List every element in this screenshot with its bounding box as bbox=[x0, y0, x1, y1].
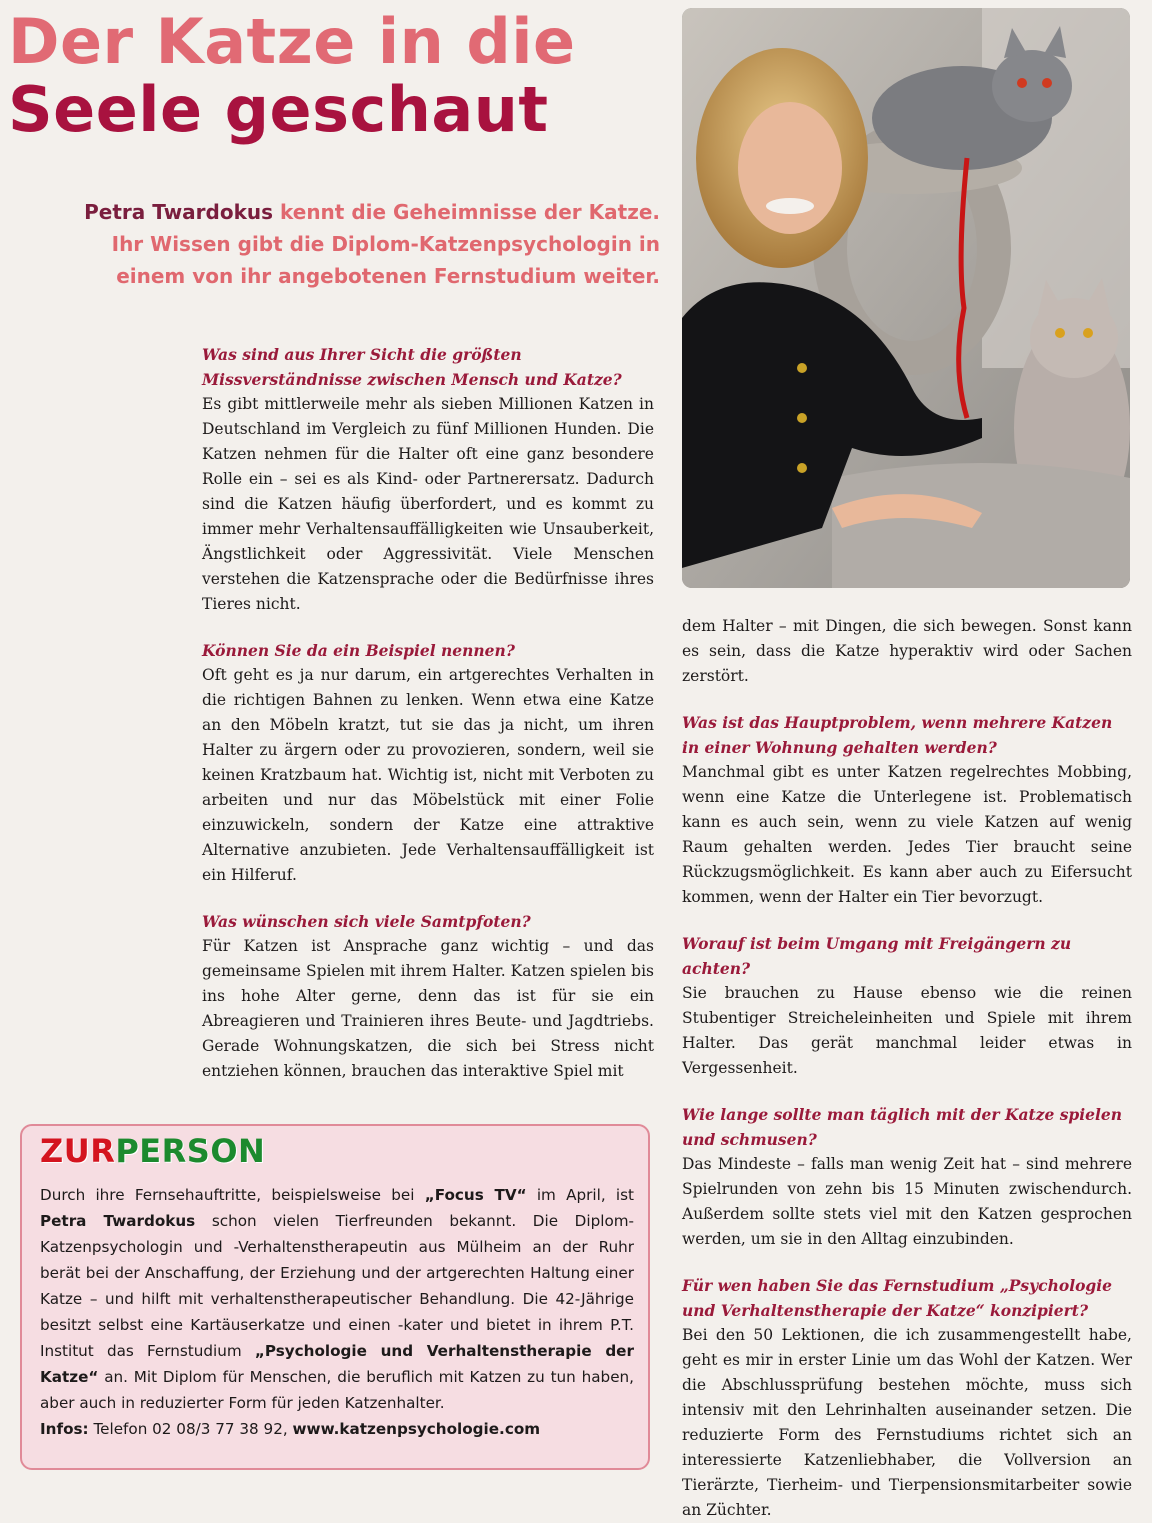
question-3: Was wünschen sich viele Samtpfoten? bbox=[202, 912, 531, 931]
question-6: Wie lange sollte man täglich mit der Katze spielen und schmusen? bbox=[682, 1105, 1123, 1149]
title-person: PERSON bbox=[115, 1132, 266, 1170]
woman-with-two-cats-photo bbox=[682, 8, 1130, 588]
answer-3: Für Katzen ist Ansprache ganz wichtig – und das gemeinsame Spielen mit ihrem Halter. Katzen spielen bis ins hohe Alter gerne, denn das ist für sie ein Abreagieren und Trainieren ihres Beute- und Jagdtriebs. Gerade Wohnungskatzen, die sich bei Stress nicht entziehen können, brauchen das interaktive Spiel mit bbox=[202, 937, 654, 1080]
question-7: Für wen haben Sie das Fernstudium „Psychologie und Verhaltenstherapie der Katze“ konzipiert? bbox=[682, 1276, 1113, 1320]
bio-text-1: Durch ihre Fernsehauftritte, beispielsweise bei bbox=[40, 1186, 425, 1204]
zur-person-box bbox=[20, 1124, 650, 1470]
answer-4: Manchmal gibt es unter Katzen regelrechtes Mobbing, wenn eine Katze die Unterlegene ist. Problematisch kann es auch sein, wenn zu viele Katzen auf wenig Raum gehalten werden. Jedes Tier braucht seine Rückzugsmöglichkeit. Es kann aber auch zu Eifersucht kommen, wenn der Halter ein Tier bevorzugt. bbox=[682, 763, 1132, 906]
answer-5: Sie brauchen zu Hause ebenso wie die reinen Stubentiger Streicheleinheiten und Spiele mit ihrem Halter. Das gerät manchmal leider etwas in Vergessenheit. bbox=[682, 984, 1132, 1077]
answer-3-continuation: dem Halter – mit Dingen, die sich bewegen. Sonst kann es sein, dass die Katze hyperaktiv wird oder Sachen zerstört. bbox=[682, 617, 1132, 685]
title-line-2: Seele geschaut bbox=[8, 73, 549, 146]
article-title bbox=[8, 5, 668, 146]
website-link[interactable]: www.katzenpsychologie.com bbox=[292, 1420, 541, 1438]
bio-text-2: im April, ist bbox=[526, 1186, 634, 1204]
answer-1: Es gibt mittlerweile mehr als sieben Millionen Katzen in Deutschland im Vergleich zu fünf Millionen Hunden. Die Katzen nehmen für die Halter oft eine ganz besondere Rolle ein – sei es als Kind- oder Partnerersatz. Dadurch sind die Katzen häufig überfordert, und es kommt zu immer mehr Verhaltensauffälligkeiten wie Unsauberkeit, Ängstlichkeit oder Aggressivität. Viele Menschen verstehen die Katzensprache oder die Bedürfnisse ihres Tieres nicht. bbox=[202, 395, 654, 613]
infos-label: Infos: bbox=[40, 1420, 89, 1438]
question-4: Was ist das Hauptproblem, wenn mehrere Katzen in einer Wohnung gehalten werden? bbox=[682, 713, 1113, 757]
interview-right-column bbox=[682, 614, 1132, 1523]
intro-name: Petra Twardokus bbox=[84, 200, 274, 224]
question-5: Worauf ist beim Umgang mit Freigängern zu achten? bbox=[682, 934, 1072, 978]
interview-left-column bbox=[202, 342, 654, 1084]
question-1: Was sind aus Ihrer Sicht die größten Missverständnisse zwischen Mensch und Katze? bbox=[202, 345, 622, 389]
zur-person-title bbox=[40, 1132, 265, 1170]
infos-phone: Telefon 02 08/3 77 38 92, bbox=[88, 1420, 293, 1438]
bio-course: „Psychologie und Verhaltenstherapie der Katze“ bbox=[40, 1342, 634, 1386]
bio-text-4: an. Mit Diplom für Menschen, die beruflich mit Katzen zu tun haben, aber auch in reduzierter Form für jeden Katzenhalter. bbox=[40, 1368, 634, 1412]
bio-text-3: schon vielen Tierfreunden bekannt. Die Diplom-Katzenpsychologin und -Verhaltenstherapeutin aus Mülheim an der Ruhr berät bei der Anschaffung, der Erziehung und der artgerechten Haltung einer Katze – und hilft mit verhaltenstherapeutischer Behandlung. Die 42-Jährige besitzt selbst eine Kartäuserkatze und einen -kater und bietet in ihrem P.T. Institut das Fernstudium bbox=[40, 1212, 635, 1360]
intro-line-3: einem von ihr angebotenen Fernstudium weiter. bbox=[116, 264, 660, 288]
bio-name: Petra Twardokus bbox=[40, 1212, 196, 1230]
intro-line-1-rest: kennt die Geheimnisse der Katze. bbox=[273, 200, 660, 224]
question-2: Können Sie da ein Beispiel nennen? bbox=[202, 641, 515, 660]
answer-7: Bei den 50 Lektionen, die ich zusammengestellt habe, geht es mir in erster Linie um das Wohl der Katzen. Wer die Abschlussprüfung bestehen möchte, muss sich intensiv mit den Lehrinhalten auseinander setzen. Die reduzierte Form des Fernstudiums richtet sich an interessierte Katzenliebhaber, die Vollversion an Tierärzte, Tierheim- und Tierpensionsmitarbeiter sowie an Züchter. bbox=[682, 1326, 1132, 1519]
bio-focus-tv: „Focus TV“ bbox=[424, 1186, 527, 1204]
title-zur: ZUR bbox=[40, 1132, 116, 1170]
answer-2: Oft geht es ja nur darum, ein artgerechtes Verhalten in die richtigen Bahnen zu lenken. Wenn etwa eine Katze an den Möbeln kratzt, tut sie das ja nicht, um ihren Halter zu ärgern oder zu provozieren, sondern, weil sie keinen Kratzbaum hat. Wichtig ist, nicht mit Verboten zu arbeiten und nur das Möbelstück mit einer Folie einzuwickeln, sondern der Katze eine attraktive Alternative anzubieten. Jede Verhaltensauffälligkeit ist ein Hilferuf. bbox=[202, 666, 654, 884]
title-line-1: Der Katze in die bbox=[8, 5, 576, 78]
zur-person-text bbox=[40, 1182, 634, 1442]
intro-line-2: Ihr Wissen gibt die Diplom-Katzenpsychologin in bbox=[111, 232, 660, 256]
photo-illustration bbox=[682, 8, 1130, 588]
intro-lead bbox=[20, 196, 660, 292]
answer-6: Das Mindeste – falls man wenig Zeit hat – sind mehrere Spielrunden von zehn bis 15 Minuten zwischendurch. Außerdem sollte stets viel mit den Katzen gesprochen werden, um sie in den Alltag einzubinden. bbox=[682, 1155, 1132, 1248]
